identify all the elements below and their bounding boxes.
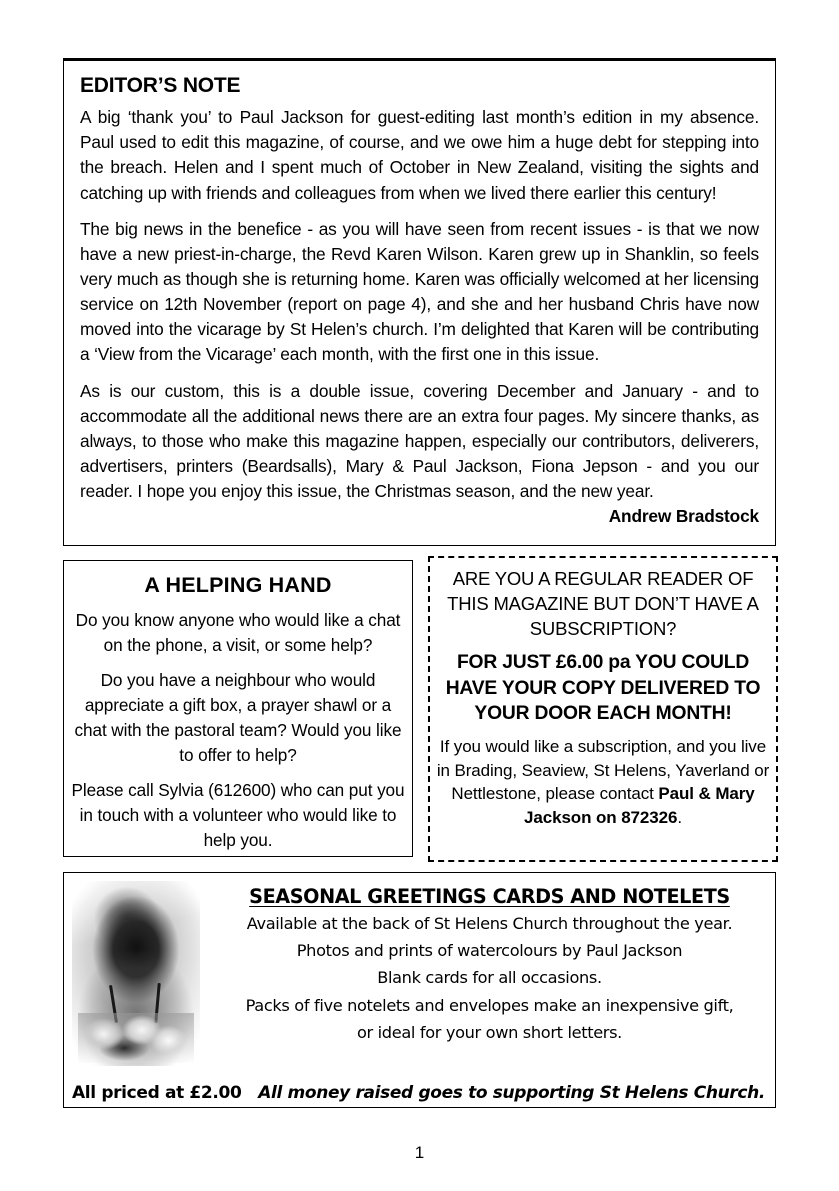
seasonal-money-note: All money raised goes to supporting St Helens Church. bbox=[258, 1083, 765, 1103]
seasonal-footer bbox=[72, 1077, 765, 1103]
subscription-details bbox=[436, 735, 770, 830]
seasonal-line-5: or ideal for your own short letters. bbox=[357, 1022, 622, 1042]
editors-note-title: EDITOR’S NOTE bbox=[80, 74, 241, 97]
seasonal-price: All priced at £2.00 bbox=[72, 1083, 242, 1103]
helping-hand-paragraph-3: Please call Sylvia (612600) who can put you in touch with a volunteer who would like to help you. bbox=[71, 779, 405, 851]
subscription-heading: ARE YOU A REGULAR READER OF THIS MAGAZINE BUT DON’T HAVE A SUBSCRIPTION? bbox=[447, 568, 759, 639]
helping-hand-box bbox=[63, 560, 413, 857]
subscription-details-prefix: If you would like a subscription, and you live in Brading, Seaview, St Helens, Yaverland or Nettlestone, please contact bbox=[436, 736, 770, 804]
subscription-coupon-box bbox=[428, 556, 778, 862]
subscription-contact: Paul & Mary Jackson on 872326 bbox=[524, 784, 755, 828]
seasonal-title: SEASONAL GREETINGS CARDS AND NOTELETS bbox=[249, 885, 730, 908]
editors-note-final-text: As is our custom, this is a double issue, covering December and January - and to accommodate all the additional news there are an extra four pages. My sincere thanks, as always, to those who make this magazine happen, especially our contributors, deliverers, advertisers, printers (Beardsalls), Mary & Paul Jackson, Fiona Jepson - and you our reader. I hope you enjoy this issue, the Christmas season, and the new year. bbox=[80, 380, 759, 502]
seasonal-line-4: Packs of five notelets and envelopes make an inexpensive gift, bbox=[245, 995, 734, 1015]
helping-hand-paragraph-1: Do you know anyone who would like a chat on the phone, a visit, or some help? bbox=[75, 610, 401, 656]
subscription-offer: FOR JUST £6.00 pa YOU COULD HAVE YOUR COPY DELIVERED TO YOUR DOOR EACH MONTH! bbox=[445, 651, 761, 725]
editors-note-paragraph-1: A big ‘thank you’ to Paul Jackson for guest-editing last month’s edition in my absence. Paul used to edit this magazine, of course, and we owe him a huge debt for stepping into the breach. Helen and I spent much of October in New Zealand, visiting the sights and catching up with friends and colleagues from when we lived there earlier this century! bbox=[80, 107, 759, 203]
page-number: 1 bbox=[414, 1143, 425, 1162]
helping-hand-title: A HELPING HAND bbox=[144, 573, 332, 597]
robin-ground-pebbles bbox=[78, 1013, 194, 1063]
editors-note-paragraph-3 bbox=[80, 379, 759, 527]
editors-note-box bbox=[63, 58, 776, 546]
robin-bird-photo bbox=[72, 881, 200, 1066]
subscription-details-suffix: . bbox=[677, 808, 682, 828]
seasonal-line-1: Available at the back of St Helens Church throughout the year. bbox=[246, 914, 733, 933]
seasonal-line-3: Blank cards for all occasions. bbox=[377, 968, 602, 988]
helping-hand-paragraph-2: Do you have a neighbour who would appreciate a gift box, a prayer shawl or a chat with the pastoral team? Would you like to offer to help? bbox=[74, 669, 402, 766]
seasonal-line-2: Photos and prints of watercolours by Paul Jackson bbox=[296, 941, 683, 961]
seasonal-greetings-box bbox=[63, 872, 776, 1108]
editor-signature: Andrew Bradstock bbox=[608, 506, 759, 527]
seasonal-inner bbox=[72, 879, 767, 1103]
seasonal-text-block bbox=[212, 879, 767, 1052]
editors-note-paragraph-2: The big news in the benefice - as you will have seen from recent issues - is that we now have a new priest-in-charge, the Revd Karen Wilson. Karen grew up in Shanklin, so feels very much as though she is returning home. Karen was officially welcomed at her licensing service on 12th November (report on page 4), and she and her husband Chris have now moved into the vicarage by St Helen’s church. I’m delighted that Karen will be contributing a ‘View from the Vicarage’ each month, with the first one in this issue. bbox=[80, 218, 759, 365]
